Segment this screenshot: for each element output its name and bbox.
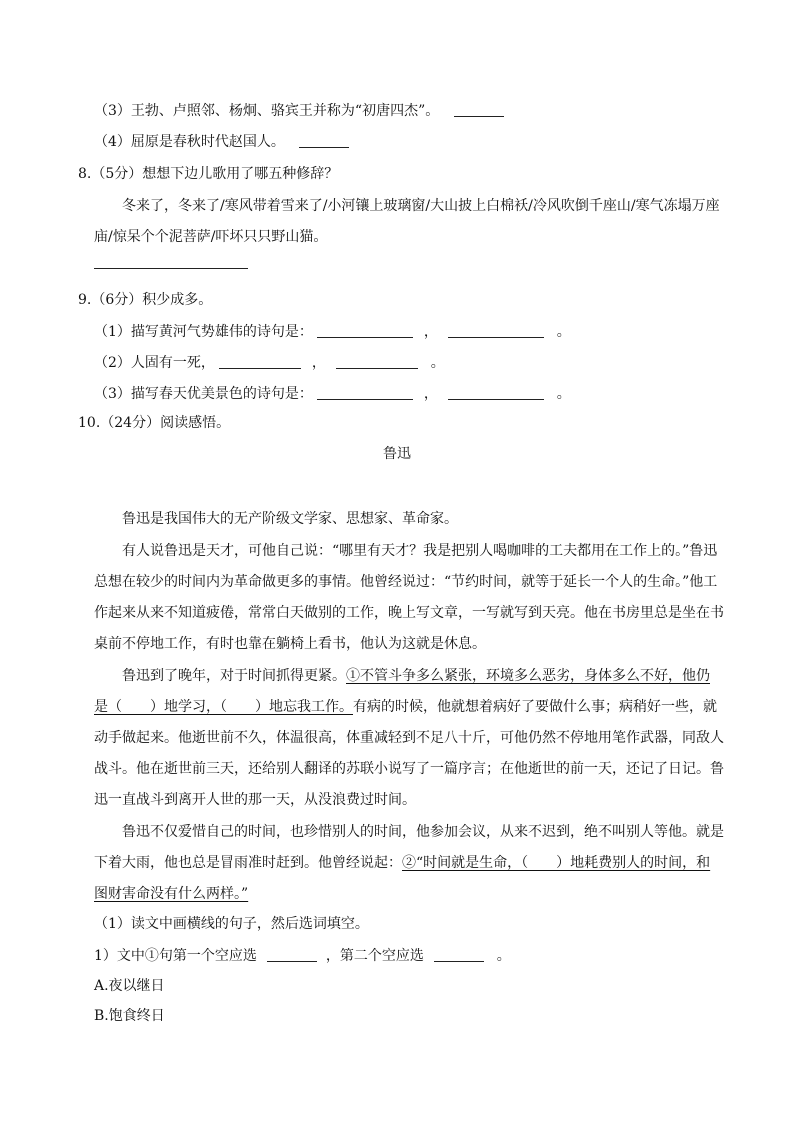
period: 。 <box>556 324 571 340</box>
passage-paragraph-2-line-2: 总想在较少的时间内为革命做更多的事情。他曾经说过：“节约时间，就等于延长一个人的生命。”他工 <box>94 574 718 590</box>
answer-blank[interactable] <box>317 323 413 338</box>
passage-paragraph-1: 鲁迅是我国伟大的无产阶级文学家、思想家、革命家。 <box>122 511 458 527</box>
passage-title: 鲁迅 <box>383 446 411 462</box>
passage-paragraph-2-line-1: 有人说鲁迅是天才，可他自己说：“哪里有天才？我是把别人喝咖啡的工夫都用在工作上的。”鲁迅 <box>122 543 718 559</box>
period: 。 <box>430 355 445 371</box>
comma: ， <box>423 386 438 402</box>
poem-line-2: 庙/惊呆个个泥菩萨/吓坏只只野山猫。 <box>94 229 328 245</box>
q8-answer-blank[interactable] <box>94 254 248 269</box>
p3-text: 鲁迅到了晚年，对于时间抓得更紧。 <box>122 668 346 684</box>
option-a: A.夜以继日 <box>94 978 165 994</box>
passage-paragraph-3-line-2 <box>94 697 717 717</box>
answer-blank[interactable] <box>219 354 301 369</box>
answer-blank[interactable] <box>336 354 418 369</box>
option-b: B.饱食终日 <box>94 1008 165 1024</box>
passage-paragraph-3-line-4: 战斗。他在逝世前三天，还给别人翻译的苏联小说写了一篇序言；在他逝世的前一天，还记了日记。鲁 <box>94 761 724 777</box>
passage-paragraph-4-line-3: 图财害命没有什么两样。” <box>94 886 249 902</box>
answer-blank[interactable] <box>299 133 349 148</box>
p3-text: 有病的时候，他就想着病好了要做什么事；病稍好一些，就 <box>353 699 717 715</box>
question-9-2 <box>94 353 445 373</box>
question-7-4 <box>94 132 349 152</box>
question-7-3 <box>94 101 504 121</box>
period: 。 <box>556 386 571 402</box>
underlined-sentence-1: ①不管斗争多么紧张，环境多么恶劣，身体多么不好，他仍 <box>346 668 710 684</box>
sub-question-1: （1）读文中画横线的句子，然后选词填空。 <box>94 916 369 932</box>
question-9-1 <box>94 322 571 342</box>
question-9-heading: 9.（6分）积少成多。 <box>78 292 213 308</box>
q9-2-text: （2）人固有一死， <box>94 355 215 371</box>
answer-blank[interactable] <box>434 947 484 962</box>
poem-line-1: 冬来了，冬来了/寒风带着雪来了/小河镶上玻璃窗/大山披上白棉袄/冷风吹倒千座山/寒气冻塌万座 <box>122 198 720 214</box>
underlined-sentence-2: ②“时间就是生命，（ ）地耗费别人的时间，和 <box>402 855 711 871</box>
answer-blank[interactable] <box>454 102 504 117</box>
answer-blank[interactable] <box>448 323 544 338</box>
answer-blank[interactable] <box>317 385 413 400</box>
sub-question-1-1 <box>94 946 511 966</box>
q7-4-text: （4）屈原是春秋时代赵国人。 <box>94 134 285 150</box>
passage-paragraph-4-line-1: 鲁迅不仅爱惜自己的时间，也珍惜别人的时间，他参加会议，从来不迟到，绝不叫别人等他。就是 <box>122 824 724 840</box>
passage-paragraph-2-line-4: 桌前不停地工作，有时也靠在躺椅上看书，他认为这就是休息。 <box>94 636 486 652</box>
q9-3-text: （3）描写春天优美景色的诗句是： <box>94 386 313 402</box>
sub1-1-text-b: ，第二个空应选 <box>325 948 424 964</box>
answer-blank[interactable] <box>448 385 544 400</box>
period: 。 <box>496 948 511 964</box>
p4-text: 下着大雨，他也总是冒雨准时赶到。他曾经说起： <box>94 855 402 871</box>
passage-paragraph-3-line-3: 动手做起来。他逝世前不久，体温很高，体重减轻到不足八十斤，可他仍然不停地用笔作武器，同敌人 <box>94 730 724 746</box>
q9-1-text: （1）描写黄河气势雄伟的诗句是： <box>94 324 313 340</box>
passage-paragraph-3-line-5: 迅一直战斗到离开人世的那一天，从没浪费过时间。 <box>94 792 416 808</box>
passage-paragraph-2-line-3: 作起来从来不知道疲倦，常常白天做别的工作，晚上写文章，一写就写到天亮。他在书房里总是坐在书 <box>94 605 724 621</box>
underlined-sentence-1-cont: 是（ ）地学习，（ ）地忘我工作。 <box>94 699 353 715</box>
passage-paragraph-4-line-2 <box>94 853 710 873</box>
sub1-1-text-a: 1）文中①句第一个空应选 <box>94 948 257 964</box>
q7-3-text: （3）王勃、卢照邻、杨炯、骆宾王并称为“初唐四杰”。 <box>94 103 440 119</box>
question-9-3 <box>94 384 571 404</box>
comma: ， <box>423 324 438 340</box>
passage-paragraph-3-line-1 <box>122 666 710 686</box>
comma: ， <box>311 355 326 371</box>
answer-blank[interactable] <box>267 947 317 962</box>
question-10-heading: 10.（24分）阅读感悟。 <box>78 415 231 431</box>
question-8-heading: 8.（5分）想想下边儿歌用了哪五种修辞？ <box>78 166 339 182</box>
